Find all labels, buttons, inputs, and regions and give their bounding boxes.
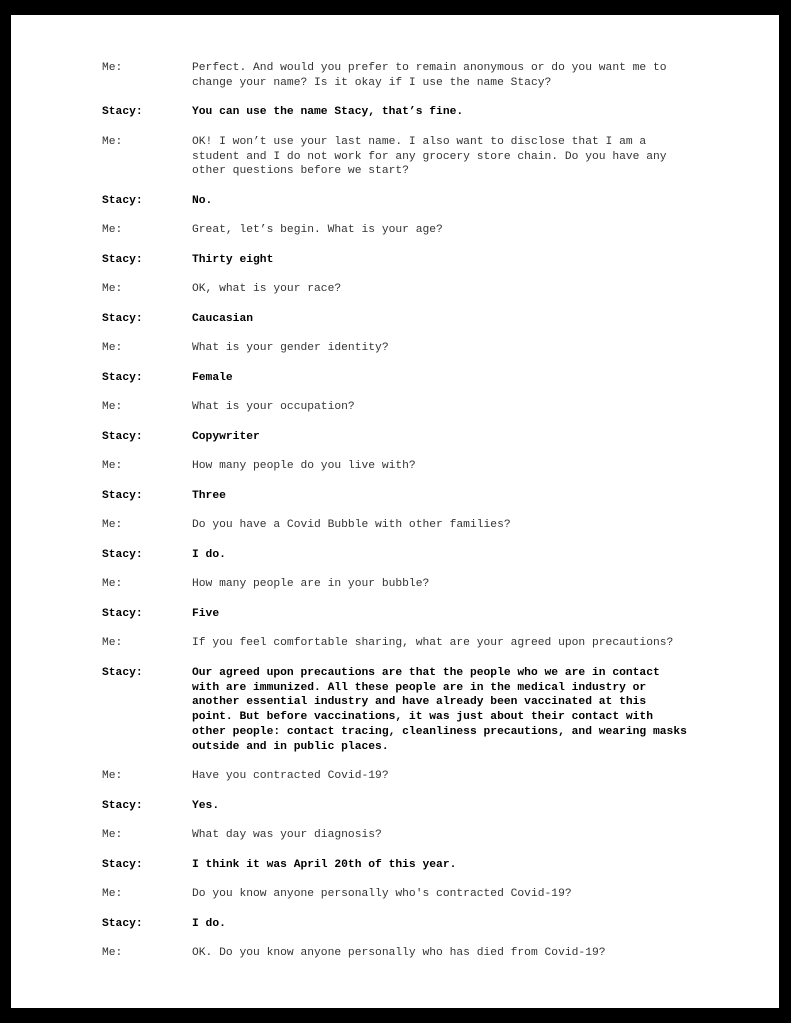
- speech-text: [192, 607, 742, 622]
- interviewer-entry: [102, 769, 742, 784]
- speech-line: What day was your diagnosis?: [192, 829, 382, 841]
- document-page: [11, 15, 779, 1008]
- speaker-label: Stacy:: [102, 253, 143, 266]
- speaker-label: Stacy:: [102, 489, 143, 502]
- interviewer-entry: [102, 135, 742, 179]
- speech-text: [192, 946, 742, 961]
- speech-text: [192, 400, 742, 415]
- speech-line: Thirty eight: [192, 253, 274, 266]
- speaker-label: Me:: [102, 829, 123, 841]
- interview-transcript: [102, 61, 742, 976]
- speech-text: [192, 489, 742, 504]
- speech-text: [192, 577, 742, 592]
- speaker-label: Me:: [102, 637, 123, 650]
- respondent-entry: [102, 858, 742, 873]
- speaker-label: Me:: [102, 460, 123, 473]
- speech-line: Copywriter: [192, 430, 260, 443]
- respondent-entry: [102, 799, 742, 814]
- speaker-label: Stacy:: [102, 607, 143, 620]
- speech-text: [192, 636, 742, 651]
- speech-text: [192, 917, 742, 932]
- speech-line: Perfect. And would you prefer to remain anonymous or do you want me to: [192, 62, 667, 74]
- respondent-entry: [102, 105, 742, 120]
- speech-line: OK. Do you know anyone personally who has died from Covid-19?: [192, 947, 606, 959]
- interviewer-entry: [102, 341, 742, 356]
- interviewer-entry: [102, 459, 742, 474]
- speech-line: I think it was April 20th of this year.: [192, 858, 457, 871]
- speech-text: [192, 371, 742, 386]
- interviewer-entry: [102, 946, 742, 961]
- speech-text: [192, 194, 742, 209]
- speaker-label: Stacy:: [102, 799, 143, 812]
- speaker-label: Me:: [102, 135, 123, 148]
- interviewer-entry: [102, 636, 742, 651]
- speech-text: [192, 548, 742, 563]
- speech-text: [192, 887, 742, 902]
- speaker-label: Me:: [102, 578, 123, 591]
- speech-text: [192, 61, 742, 91]
- speech-line: You can use the name Stacy, that’s fine.: [192, 106, 464, 119]
- speaker-label: Stacy:: [102, 666, 143, 679]
- speech-line: I do.: [192, 548, 226, 561]
- speaker-label: Stacy:: [102, 858, 143, 871]
- speech-line: How many people do you live with?: [192, 460, 416, 473]
- speech-line: another essential industry and have already been vaccinated at this: [192, 696, 647, 709]
- speaker-label: Stacy:: [102, 194, 143, 207]
- speech-text: [192, 135, 742, 179]
- speaker-label: Me:: [102, 888, 123, 900]
- speech-line: change your name? Is it okay if I use the name Stacy?: [192, 76, 552, 89]
- interviewer-entry: [102, 577, 742, 592]
- speech-line: Have you contracted Covid-19?: [192, 770, 389, 782]
- speech-line: What is your gender identity?: [192, 342, 389, 355]
- speaker-label: Me:: [102, 62, 123, 74]
- speech-text: [192, 799, 742, 814]
- respondent-entry: [102, 666, 742, 755]
- speech-text: [192, 858, 742, 873]
- interviewer-entry: [102, 887, 742, 902]
- speech-line: Do you know anyone personally who's contracted Covid-19?: [192, 888, 572, 900]
- respondent-entry: [102, 371, 742, 386]
- speech-line: point. But before vaccinations, it was just about their contact with: [192, 711, 653, 723]
- speech-line: Yes.: [192, 799, 220, 812]
- speech-line: Five: [192, 607, 220, 620]
- speech-line: outside and in public places.: [192, 740, 389, 753]
- interviewer-entry: [102, 223, 742, 238]
- speech-line: other people: contact tracing, cleanliness precautions, and wearing masks: [192, 725, 687, 738]
- interviewer-entry: [102, 61, 742, 91]
- speech-text: [192, 828, 742, 843]
- speech-line: Do you have a Covid Bubble with other families?: [192, 519, 511, 532]
- speech-line: Our agreed upon precautions are that the people who we are in contact: [192, 666, 660, 679]
- respondent-entry: [102, 607, 742, 622]
- speech-text: [192, 430, 742, 445]
- speaker-label: Stacy:: [102, 917, 143, 930]
- respondent-entry: [102, 194, 742, 209]
- speech-line: student and I do not work for any grocery store chain. Do you have any: [192, 150, 667, 163]
- respondent-entry: [102, 430, 742, 445]
- speech-text: [192, 341, 742, 356]
- interviewer-entry: [102, 282, 742, 297]
- respondent-entry: [102, 548, 742, 563]
- speech-text: [192, 282, 742, 297]
- speech-line: other questions before we start?: [192, 165, 409, 178]
- speech-text: [192, 105, 742, 120]
- speaker-label: Me:: [102, 224, 123, 237]
- speech-text: [192, 769, 742, 784]
- speaker-label: Stacy:: [102, 312, 143, 325]
- interviewer-entry: [102, 518, 742, 533]
- speech-line: No.: [192, 194, 213, 207]
- speech-line: I do.: [192, 917, 226, 930]
- speech-text: [192, 459, 742, 474]
- speech-line: Great, let’s begin. What is your age?: [192, 224, 443, 237]
- speech-line: OK, what is your race?: [192, 283, 342, 296]
- speech-line: OK! I won’t use your last name. I also want to disclose that I am a: [192, 135, 647, 148]
- speech-line: Female: [192, 371, 233, 384]
- respondent-entry: [102, 253, 742, 268]
- speaker-label: Me:: [102, 283, 123, 296]
- speaker-label: Me:: [102, 401, 123, 414]
- speaker-label: Me:: [102, 770, 123, 782]
- respondent-entry: [102, 312, 742, 327]
- speaker-label: Stacy:: [102, 548, 143, 561]
- speaker-label: Stacy:: [102, 371, 143, 384]
- speech-text: [192, 666, 742, 755]
- respondent-entry: [102, 917, 742, 932]
- speech-line: What is your occupation?: [192, 401, 355, 414]
- speech-line: How many people are in your bubble?: [192, 578, 430, 591]
- speech-line: Caucasian: [192, 312, 254, 325]
- speaker-label: Stacy:: [102, 430, 143, 443]
- speech-line: If you feel comfortable sharing, what are your agreed upon precautions?: [192, 637, 674, 650]
- speech-text: [192, 223, 742, 238]
- respondent-entry: [102, 489, 742, 504]
- interviewer-entry: [102, 400, 742, 415]
- speech-text: [192, 253, 742, 268]
- speaker-label: Me:: [102, 519, 123, 532]
- speaker-label: Stacy:: [102, 106, 143, 119]
- speech-line: Three: [192, 489, 226, 502]
- speaker-label: Me:: [102, 342, 123, 355]
- speech-line: with are immunized. All these people are in the medical industry or: [192, 681, 647, 694]
- speech-text: [192, 518, 742, 533]
- speaker-label: Me:: [102, 947, 123, 959]
- interviewer-entry: [102, 828, 742, 843]
- speech-text: [192, 312, 742, 327]
